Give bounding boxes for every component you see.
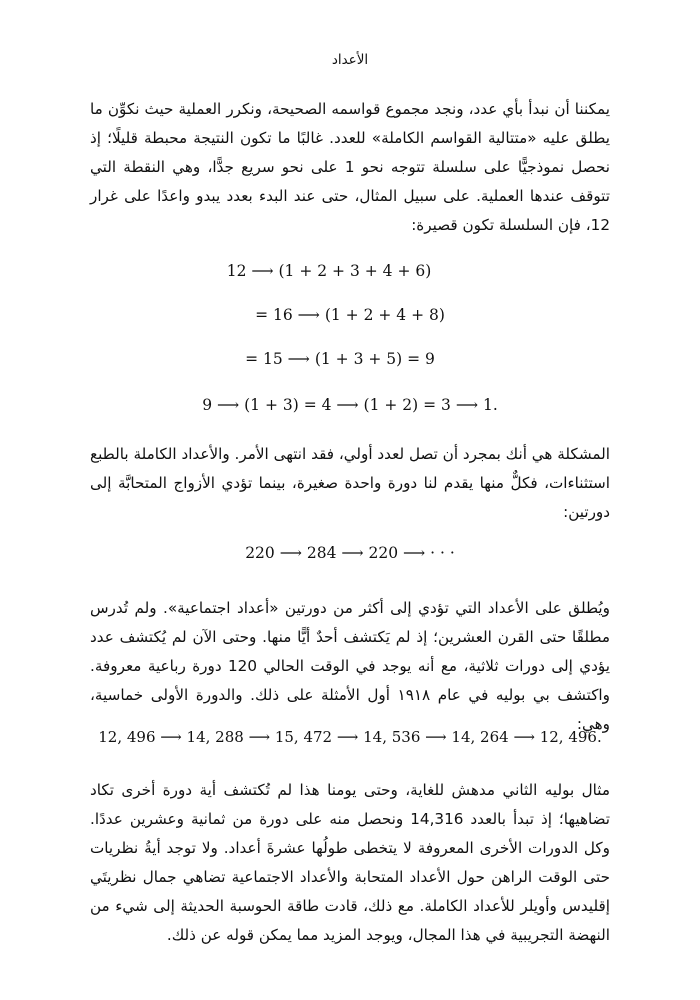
- equation-sociable-cycle: 12, 496 ⟶ 14, 288 ⟶ 15, 472 ⟶ 14, 536 ⟶ 14, 264 ⟶ 12, 496.: [98, 728, 602, 746]
- paragraph-sociable-numbers: ويُطلق على الأعداد التي تؤدي إلى أكثر من دورتين «أعداد اجتماعية». ولم تُدرس مطلقًا حتى القرن العشرين؛ إذ لم يَكتشف أحدٌ أيًّا منها. وحتى الآن لم يُكتشف عدد يؤدي إلى دورات ثلاثية، مع أنه يوجد في الوقت الحالي 120 دورة رباعية معروفة. واكتشف بي بوليه في عام ١٩١٨ أول الأمثلة على ذلك. والدورة الأولى خماسية، وهي:: [90, 599, 610, 733]
- equation-line-1: 12 ⟶ (1 + 2 + 3 + 4 + 6): [226, 262, 432, 280]
- equation-amicable-cycle: 220 ⟶ 284 ⟶ 220 ⟶ · · ·: [245, 544, 455, 562]
- equation-line-3: = 15 ⟶ (1 + 3 + 5) = 9: [245, 350, 435, 368]
- paragraph-aliquot-sequence: يمكننا أن نبدأ بأي عدد، ونجد مجموع قواسمه الصحيحة، ونكرر العملية حيث نكوِّن ما يطلق عليه «متتالية القواسم الكاملة» للعدد. غالبًا ما تكون النتيجة محبطة قليلًا؛ إذ نحصل نموذجيًّا على سلسلة تتوجه نحو 1 على نحو سريع جدًّا، وهي النقطة التي تتوقف عندها العملية. على سبيل المثال، حتى عند البدء بعدد يبدو واعدًا على غرار 12، فإن السلسلة تكون قصيرة:: [90, 100, 611, 234]
- equation-line-2: = 16 ⟶ (1 + 2 + 4 + 8): [255, 306, 445, 324]
- paragraph-poulet-example: مثال بوليه الثاني مدهش للغاية، وحتى يومنا هذا لم تُكتشف أية دورة أخرى تكاد تضاهيها؛ إذ تبدأ بالعدد 14,316 ونحصل منه على دورة من ثمانية وعشرين عددًا. وكل الدورات الأخرى المعروفة لا يتخطى طولُها عشرةَ أعداد. ولا توجد أيةُ نظريات حتى الوقت الراهن حول الأعداد المتحابة والأعداد الاجتماعية تضاهي جمال نظريتَي إقليدس وأويلر للأعداد الكاملة. مع ذلك، قادت طاقة الحوسبة الحديثة إلى شيء من النهضة التجريبية في هذا المجال، ويوجد المزيد مما يمكن قوله عن ذلك.: [90, 781, 610, 944]
- equation-line-4: 9 ⟶ (1 + 3) = 4 ⟶ (1 + 2) = 3 ⟶ 1.: [202, 396, 498, 414]
- running-head: الأعداد: [331, 52, 369, 68]
- book-page: [90, 0, 610, 1000]
- paragraph-amicable-pairs: المشكلة هي أنك بمجرد أن تصل لعدد أولي، فقد انتهى الأمر. والأعداد الكاملة بالطبع استثناءات، فكلٌّ منها يقدم لنا دورة واحدة صغيرة، بينما تؤدي الأزواج المتحابَّة إلى دورتين:: [90, 445, 610, 521]
